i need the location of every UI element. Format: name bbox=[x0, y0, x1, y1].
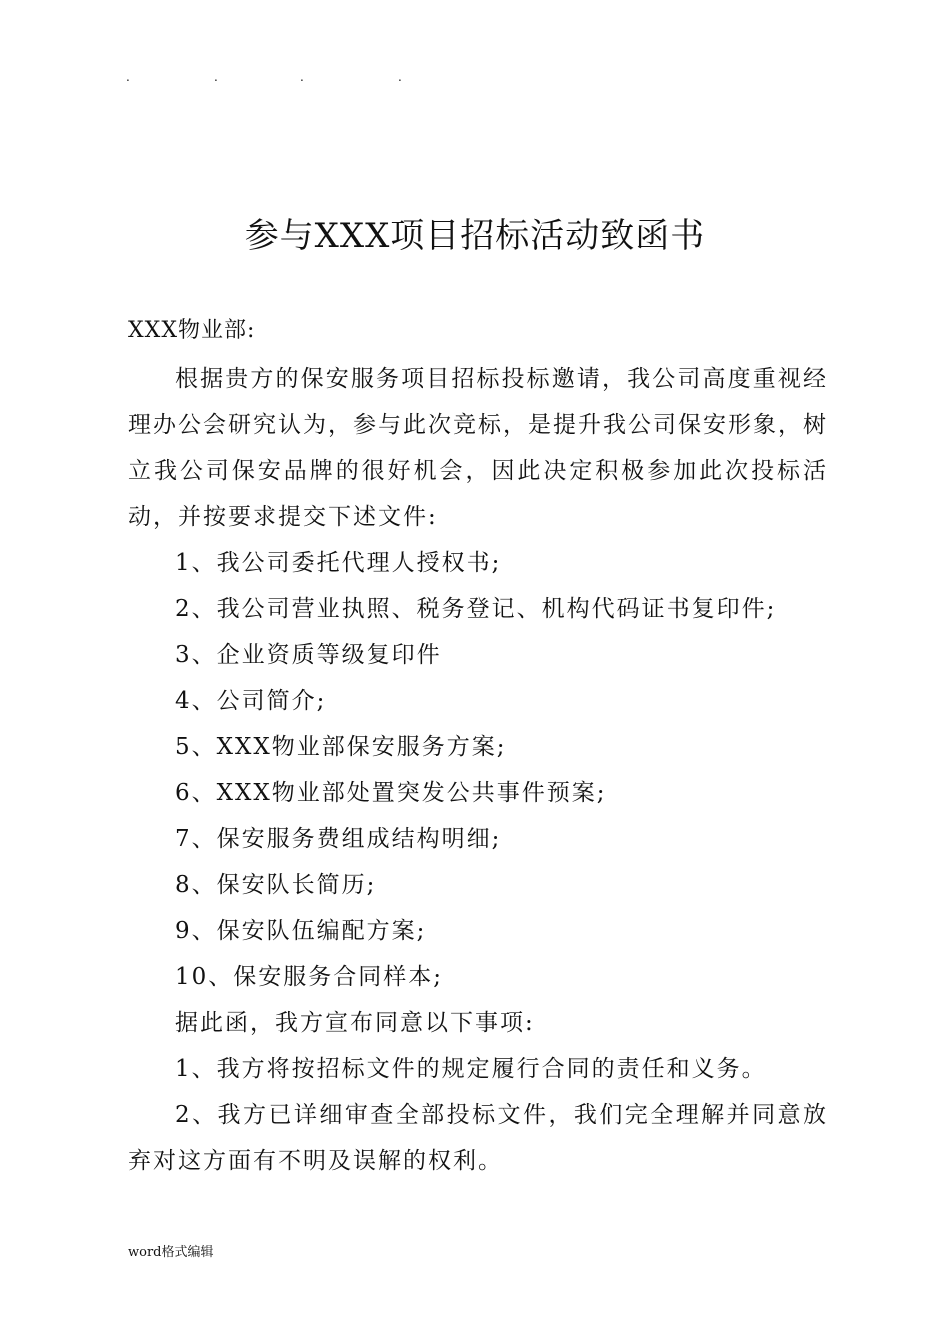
document-title: 参与XXX项目招标活动致函书 bbox=[244, 216, 706, 256]
header-dot: . bbox=[126, 70, 130, 84]
document-list-item: 4、公司简介; bbox=[175, 688, 327, 714]
intro-paragraph: 根据贵方的保安服务项目招标投标邀请，我公司高度重视经理办公会研究认为，参与此次竞标，是提升我公司保安形象，树立我公司保安品牌的很好机会，因此决定积极参加此次投标活动，并按要求提交下述文件: bbox=[128, 366, 828, 530]
declaration-item: 1、我方将按招标文件的规定履行合同的责任和义务。 bbox=[175, 1056, 767, 1082]
header-dot: . bbox=[214, 70, 218, 84]
declaration-intro: 据此函，我方宣布同意以下事项: bbox=[175, 1010, 535, 1036]
document-list-item: 10、保安服务合同样本; bbox=[175, 964, 444, 990]
header-dots bbox=[126, 70, 416, 84]
document-list-item: 9、保安队伍编配方案; bbox=[175, 918, 427, 944]
salutation: XXX物业部: bbox=[128, 318, 256, 343]
document-list-item: 1、我公司委托代理人授权书; bbox=[175, 550, 502, 576]
declaration-item: 2、我方已详细审查全部投标文件，我们完全理解并同意放弃对这方面有不明及误解的权利。 bbox=[128, 1102, 828, 1174]
document-body bbox=[128, 356, 828, 1184]
header-dot: . bbox=[398, 70, 402, 84]
header-dot: . bbox=[300, 70, 304, 84]
document-list-item: 3、企业资质等级复印件 bbox=[175, 642, 442, 668]
document-list-item: 2、我公司营业执照、税务登记、机构代码证书复印件; bbox=[175, 596, 777, 622]
footer-label: word格式编辑 bbox=[128, 1245, 214, 1260]
document-list-item: 6、XXX物业部处置突发公共事件预案; bbox=[175, 780, 607, 806]
document-list-item: 5、XXX物业部保安服务方案; bbox=[175, 734, 507, 760]
document-list-item: 8、保安队长简历; bbox=[175, 872, 377, 898]
document-list-item: 7、保安服务费组成结构明细; bbox=[175, 826, 502, 852]
